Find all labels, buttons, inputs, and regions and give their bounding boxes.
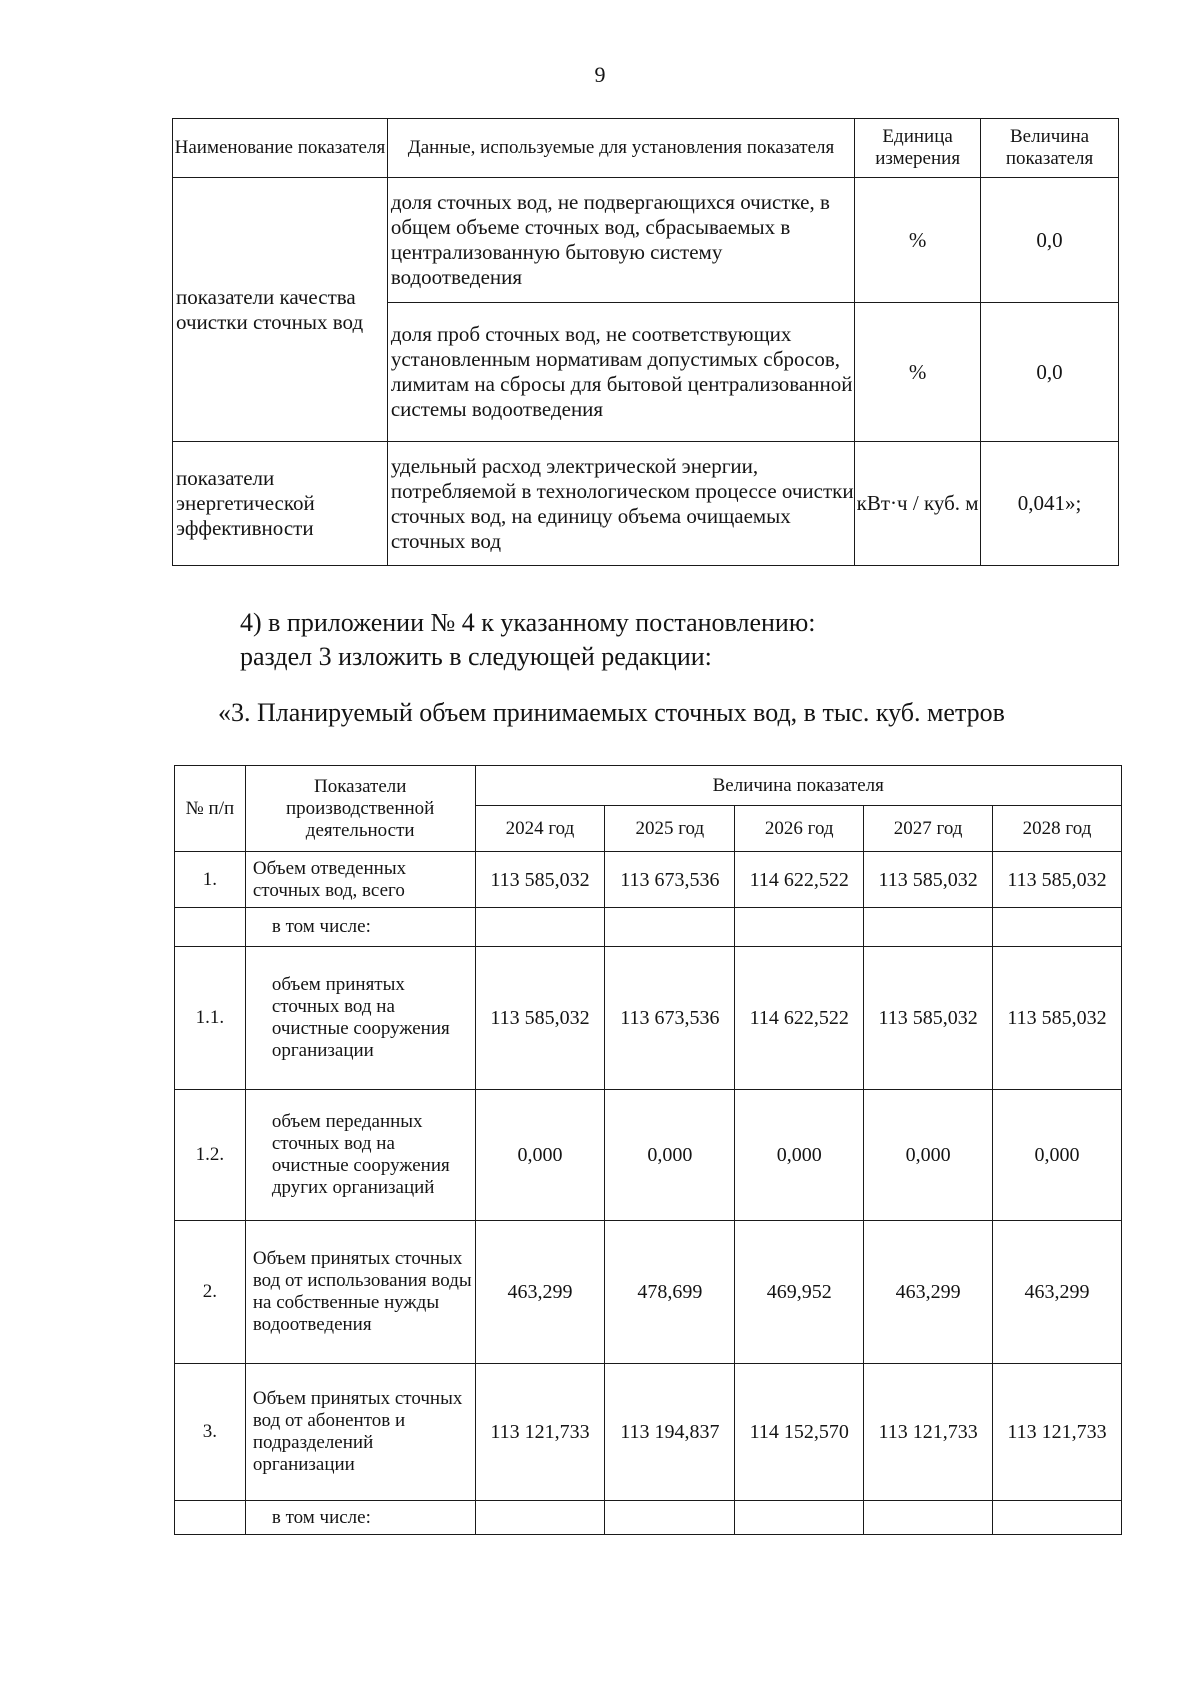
table-row	[175, 1090, 1122, 1221]
row-value: 113 121,733	[475, 1364, 605, 1501]
row-label: объем принятых сточных вод на очистные сооружения организации	[245, 947, 475, 1090]
row-data: доля проб сточных вод, не соответствующих установленным нормативам допустимых сбросов, лимитам на сбросы для бытовой централизованной системы водоотведения	[387, 303, 854, 442]
row-value	[864, 908, 993, 947]
row-label: Объем принятых сточных вод от использования воды на собственные нужды водоотведения	[245, 1221, 475, 1364]
header-indicator-name: Наименование показателя	[173, 119, 388, 178]
row-value: 0,000	[864, 1090, 993, 1221]
table-row	[173, 178, 1119, 303]
row-num	[175, 1501, 246, 1535]
row-data: удельный расход электрической энергии, потребляемой в технологическом процессе очистки сточных вод, на единицу объема очищаемых сточных вод	[387, 442, 854, 566]
row-value	[993, 1501, 1122, 1535]
wastewater-volume-table	[174, 765, 1122, 1535]
row-unit: кВт·ч / куб. м	[855, 442, 981, 566]
row-value: 114 622,522	[735, 852, 864, 908]
row-value: 0,000	[993, 1090, 1122, 1221]
year-2026: 2026 год	[735, 806, 864, 852]
paragraph-line-2: раздел 3 изложить в следующей редакции:	[240, 642, 712, 671]
row-value: 113 585,032	[475, 852, 605, 908]
row-value	[864, 1501, 993, 1535]
section-title: «3. Планируемый объем принимаемых сточных вод, в тыс. куб. метров	[218, 698, 1005, 727]
page-number: 9	[594, 62, 606, 87]
group-energy-efficiency: показатели энергетической эффективности	[173, 442, 388, 566]
row-value: 113 673,536	[605, 852, 735, 908]
row-value	[475, 908, 605, 947]
table-row	[175, 852, 1122, 908]
row-value: 113 585,032	[864, 852, 993, 908]
row-value	[475, 1501, 605, 1535]
header-data-used: Данные, используемые для установления показателя	[387, 119, 854, 178]
indicators-header-row	[173, 119, 1119, 178]
row-label: в том числе:	[245, 1501, 475, 1535]
row-label: Объем отведенных сточных вод, всего	[245, 852, 475, 908]
row-num: 1.2.	[175, 1090, 246, 1221]
year-2028: 2028 год	[993, 806, 1122, 852]
row-num: 1.1.	[175, 947, 246, 1090]
row-value: 113 194,837	[605, 1364, 735, 1501]
row-value: 113 121,733	[993, 1364, 1122, 1501]
header-indicator: Показатели производственной деятельности	[245, 766, 475, 852]
row-label: Объем принятых сточных вод от абонентов и подразделений организации	[245, 1364, 475, 1501]
row-value: 469,952	[735, 1221, 864, 1364]
row-value: 113 585,032	[993, 852, 1122, 908]
row-value: 0,000	[605, 1090, 735, 1221]
row-label: в том числе:	[245, 908, 475, 947]
table-row	[175, 947, 1122, 1090]
row-value: 0,041»;	[981, 442, 1119, 566]
year-2025: 2025 год	[605, 806, 735, 852]
row-unit: %	[855, 178, 981, 303]
row-value: 113 585,032	[864, 947, 993, 1090]
row-value: 113 673,536	[605, 947, 735, 1090]
row-value: 114 152,570	[735, 1364, 864, 1501]
row-num: 1.	[175, 852, 246, 908]
table-row	[175, 1221, 1122, 1364]
header-value-group: Величина показателя	[475, 766, 1121, 806]
row-value: 463,299	[475, 1221, 605, 1364]
row-data: доля сточных вод, не подвергающихся очистке, в общем объеме сточных вод, сбрасываемых в централизованную бытовую систему водоотведения	[387, 178, 854, 303]
group-cleaning-quality: показатели качества очистки сточных вод	[173, 178, 388, 442]
row-value	[735, 1501, 864, 1535]
row-value	[605, 1501, 735, 1535]
table-row	[175, 1364, 1122, 1501]
row-value: 0,000	[475, 1090, 605, 1221]
row-value: 0,0	[981, 303, 1119, 442]
row-num: 3.	[175, 1364, 246, 1501]
row-value: 0,000	[735, 1090, 864, 1221]
year-2027: 2027 год	[864, 806, 993, 852]
row-value: 478,699	[605, 1221, 735, 1364]
row-value: 114 622,522	[735, 947, 864, 1090]
paragraph-line-1: 4) в приложении № 4 к указанному постановлению:	[240, 608, 816, 637]
row-num: 2.	[175, 1221, 246, 1364]
header-row	[175, 766, 1122, 806]
header-num: № п/п	[175, 766, 246, 852]
row-value: 113 585,032	[475, 947, 605, 1090]
table-row	[175, 1501, 1122, 1535]
table-row	[175, 908, 1122, 947]
header-unit: Единица измерения	[855, 119, 981, 178]
row-value: 113 121,733	[864, 1364, 993, 1501]
row-value: 113 585,032	[993, 947, 1122, 1090]
row-value	[605, 908, 735, 947]
row-value	[735, 908, 864, 947]
row-num	[175, 908, 246, 947]
row-value	[993, 908, 1122, 947]
row-value: 463,299	[864, 1221, 993, 1364]
indicators-table	[172, 118, 1119, 566]
row-unit: %	[855, 303, 981, 442]
row-value: 0,0	[981, 178, 1119, 303]
header-value: Величина показателя	[981, 119, 1119, 178]
table-row	[173, 442, 1119, 566]
row-value: 463,299	[993, 1221, 1122, 1364]
year-2024: 2024 год	[475, 806, 605, 852]
row-label: объем переданных сточных вод на очистные сооружения других организаций	[245, 1090, 475, 1221]
